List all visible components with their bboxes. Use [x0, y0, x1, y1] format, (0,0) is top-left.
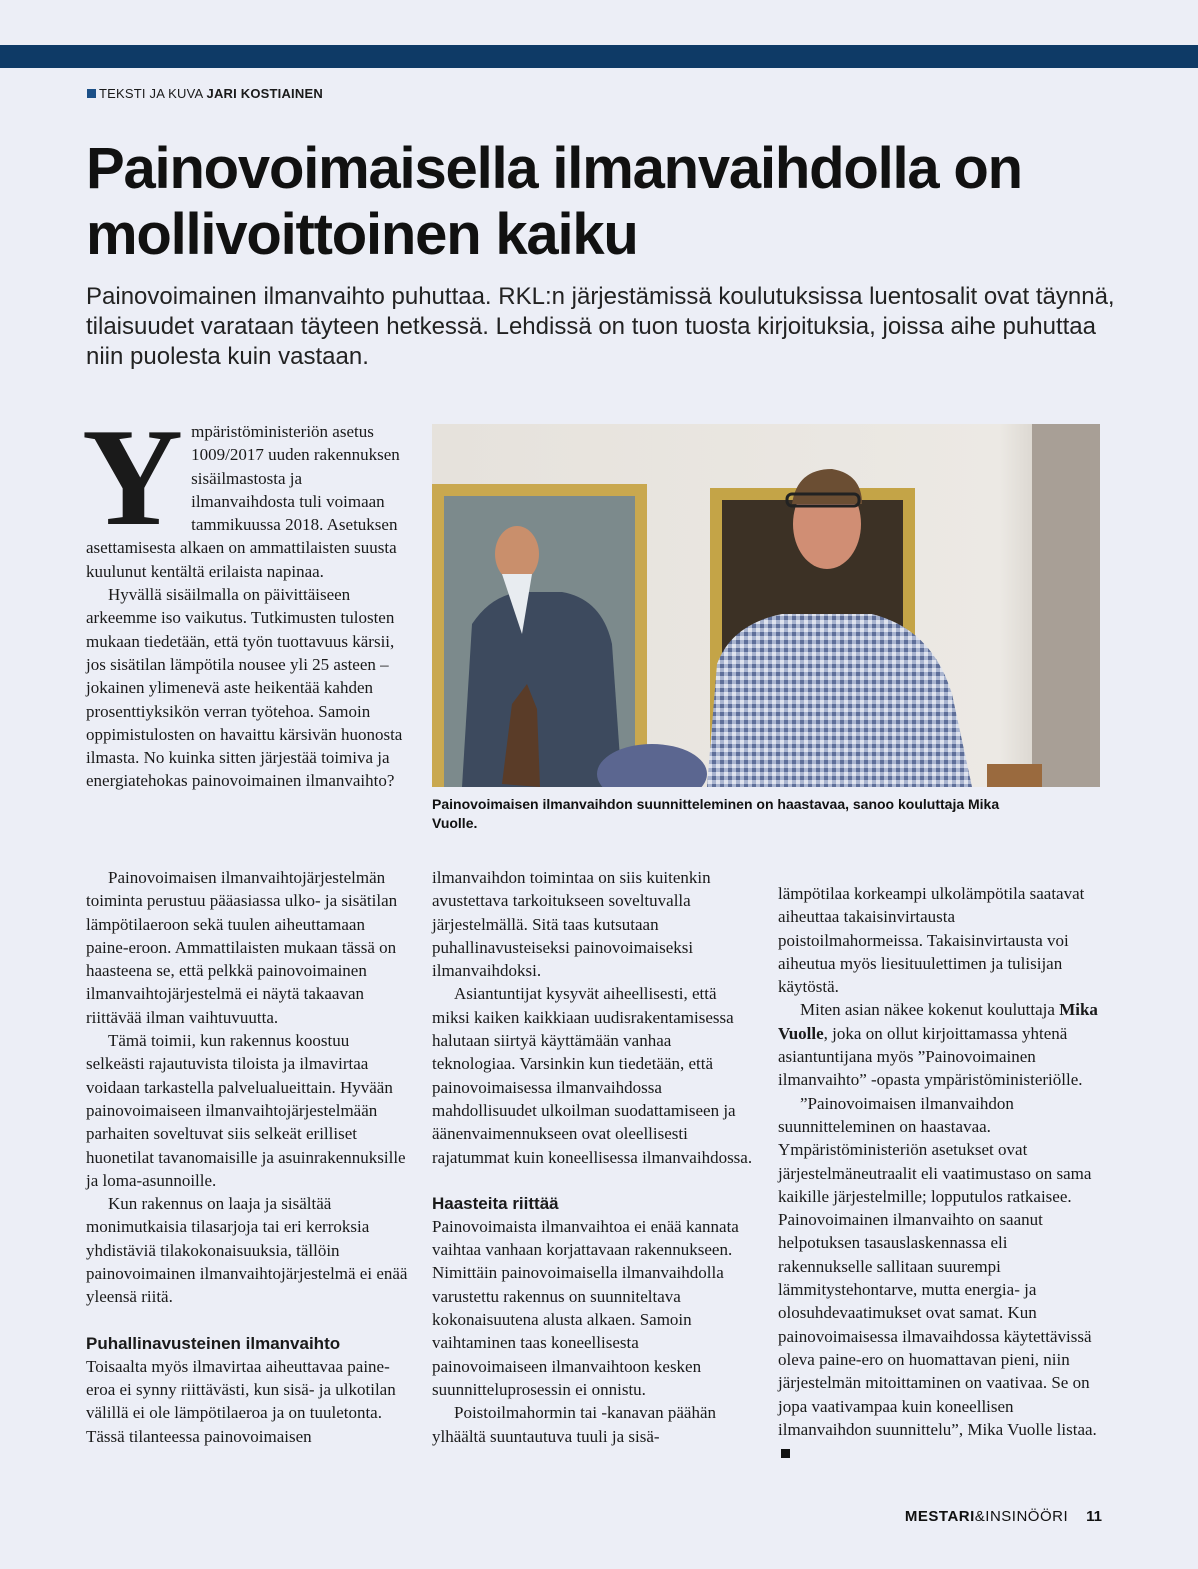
magazine-name-light: &INSINÖÖRI [974, 1508, 1069, 1525]
paragraph [778, 1092, 1100, 1465]
person-name: Mika Vuolle [778, 1000, 1098, 1043]
paragraph [778, 998, 1100, 1091]
paragraph-p6-part-2: on siis kuitenkin avustettava tarkoitukseen soveltuvalla järjestelmällä. Sitä taas kutsutaan puhallinavusteiseksi painovoimaiseksi ilmanvaihdoksi. [432, 868, 711, 981]
paragraph-p6-part-1: Toisaalta myös ilmavirtaa aiheuttavaa paine-eroa ei synny riittävästi, kun sisä- ja ulkotilan välillä ei ole lämpötilaeroa ja on tuuletonta. Tässä tilanteessa painovoimaisen ilmanvaihdon toimintaa [86, 868, 594, 1446]
paragraph: Kun rakennus on laaja ja sisältää monimutkaisia tilasarjoja tai eri kerroksia yhdistäviä tilakokonaisuuksia, tällöin painovoimainen ilmanvaihtojärjestelmä ei enää yleensä riitä. [86, 1194, 408, 1307]
article-title: Painovoimaisella ilmanvaihdolla on mollivoittoinen kaiku [86, 136, 1022, 267]
magazine-name-bold: MESTARI [904, 1508, 975, 1525]
paragraph-text: Miten asian näkee kokenut kouluttaja [800, 1000, 1055, 1020]
drop-cap: Y [82, 400, 184, 555]
text-column-3 [778, 882, 1100, 1464]
subheading: Haasteita riittää [432, 1193, 559, 1213]
text-column-1-top [82, 400, 408, 793]
paragraph: Painovoimaisen ilmanvaihtojärjestelmän toiminta perustuu pääasiassa ulko- ja sisätilan lämpötilaeroon sekä tuulen aiheuttamaan paine-eroon. Ammattilaisten mukaan tässä on haasteena se, että pelkkä painovoimainen ilmanvaihtojärjestelmä ei näytä takaavan riittävää ilman vaihtuvuutta. [86, 868, 398, 1027]
top-color-bar [0, 45, 1198, 68]
byline-author: JARI KOSTIAINEN [206, 86, 323, 101]
subheading: Puhallinavusteinen ilmanvaihto [86, 1333, 341, 1353]
paragraph [82, 400, 408, 583]
paragraph: Poistoilmahormin tai -kanavan päähän ylhäältä suuntautuva tuuli ja sisä- [432, 1403, 717, 1446]
paragraph-text: , joka on ollut kirjoittamassa yhtenä asiantuntijana myös ”Painovoimainen ilmanvaihto” -opasta ympäristöministeriölle. [778, 1023, 1083, 1090]
byline-prefix: TEKSTI JA KUVA [99, 86, 203, 101]
page-footer [905, 1508, 1102, 1525]
article-photo [432, 424, 1100, 787]
paragraph-text: mpäristöministeriön asetus 1009/2017 uuden rakennuksen sisäilmastosta ja ilmanvaihdosta tuli voimaan tammikuussa 2018. Asetuksen asettamisesta alkaen on ammattilaisten suusta kuulunut kentältä erilaista napinaa. [86, 422, 400, 581]
paragraph: Tämä toimii, kun rakennus koostuu selkeästi rajautuvista tiloista ja ilmavirtaa voidaan tarkastella palvelualueittain. Hyvään painovoimaiseen ilmanvaihtojärjestelmään parhaiten soveltuvat siis selkeät erilliset huonetilat tavanomaisille ja asuinrakennuksille ja loma-asunnoille. [86, 1031, 406, 1190]
paragraph: Painovoimaista ilmanvaihtoa ei enää kannata vaihtaa vanhaan korjattavaan rakennukseen. Nimittäin painovoimaisella ilmanvaihdolla varustettu rakennus on suunniteltava kokonaisuutena alusta alkaen. Samoin vaihtaminen taas koneellisesta painovoimaiseen ilmanvaihtoon kesken suunnitteluprosessin ei onnistu. [432, 1216, 739, 1399]
paragraph: Hyvällä sisäilmalla on päivittäiseen arkeemme iso vaikutus. Tutkimusten tulosten mukaan tiedetään, että työn tuottavuus kärsii, jos sisätilan lämpötila nousee yli 25 asteen – jokainen ylimenevä aste heikentää kahden prosenttiyksikön verran työtehoa. Samoin oppimistulosten on havaittu kärsivän huonosta ilmasta. No kuinka sitten järjestää toimiva ja energiatehokas painovoimainen ilmanvaihto? [86, 585, 403, 791]
byline [87, 86, 323, 101]
end-mark-icon [781, 1449, 790, 1458]
text-columns-1-2-flow [86, 866, 754, 1448]
page-number: 11 [1086, 1508, 1102, 1525]
article-lead: Painovoimainen ilmanvaihto puhuttaa. RKL:n järjestämissä koulutuksissa luentosalit ovat täynnä, tilaisuudet varataan täyteen hetkessä. Lehdissä on tuon tuosta kirjoituksia, joissa aihe puhuttaa niin puolesta kuin vastaan. [86, 283, 1115, 370]
paragraph: lämpötilaa korkeampi ulkolämpötila saatavat aiheuttaa takaisinvirtausta poistoilmahormeissa. Takaisinvirtausta voi aiheutua myös liesituulettimen ja tulisijan käytöstä. [778, 884, 1085, 997]
paragraph-text: ”Painovoimaisen ilmanvaihdon suunnitteleminen on haastavaa. Ympäristöministeriön asetukset ovat järjestelmäneutraalit eli vaatimustaso on sama kaikille järjestelmille; lopputulos ratkaisee. Painovoimainen ilmanvaihto on saanut helpotuksen tasauslaskennassa eli rakennukselle sallitaan suurempi lämmitystehontarve, mutta energia- ja olosuhdevaatimukset ovat samat. Kun painovoimaisessa ilmavaihdossa käytettävissä oleva paine-ero on huomattavan pieni, niin järjestelmän mitoittaminen on vaativaa. Se on jopa vaativampaa kuin koneellisen ilmanvaihdon suunnittelu”, Mika Vuolle listaa. [778, 1093, 1097, 1439]
byline-square-icon [87, 89, 96, 98]
paragraph: Asiantuntijat kysyvät aiheellisesti, että miksi kaiken kaikkiaan uudisrakentamisessa halutaan siirtyä käyttämään vanhaa teknologiaa. Varsinkin kun tiedetään, että painovoimaisessa ilmanvaihdossa mahdollisuudet ulkoilman suodattamiseen ja äänenvaimennukseen ovat oleellisesti rajatummat kuin koneellisessa ilmanvaihdossa. [432, 984, 753, 1167]
photo-caption: Painovoimaisen ilmanvaihdon suunnitteleminen on haastavaa, sanoo kouluttaja Mika Vuolle. [432, 796, 1000, 831]
